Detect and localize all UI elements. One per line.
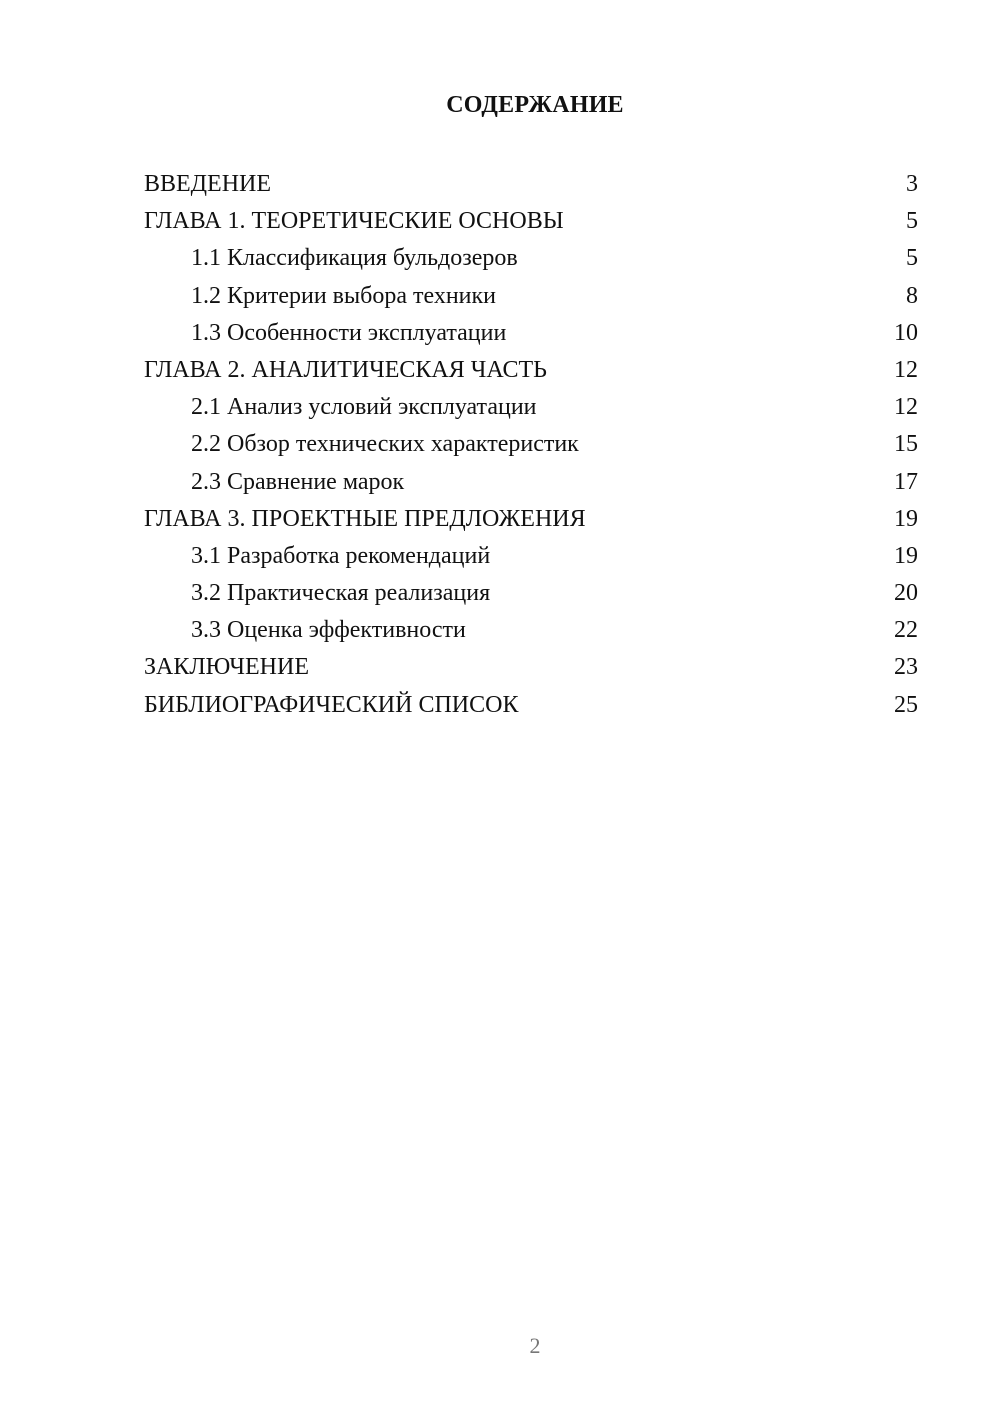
toc-entry-page: 19	[894, 505, 918, 532]
toc-entry-chapter-1[interactable]	[144, 203, 918, 240]
toc-entry-page: 23	[894, 654, 918, 681]
toc-entry-page: 5	[906, 208, 918, 235]
toc-entry-label: ВВЕДЕНИЕ	[144, 171, 272, 197]
toc-entry-section-1-1[interactable]	[144, 240, 918, 277]
toc-entry-label: 3.3 Оценка эффективности	[191, 617, 466, 644]
toc-entry-page: 12	[894, 394, 918, 421]
toc-entry-label: ГЛАВА 1. ТЕОРЕТИЧЕСКИЕ ОСНОВЫ	[144, 208, 564, 235]
toc-entry-label: 2.2 Обзор технических характеристик	[191, 431, 579, 458]
toc-entry-page: 10	[894, 319, 918, 346]
toc-entry-label: 3.1 Разработка рекомендаций	[191, 542, 491, 569]
toc-entry-label: 1.3 Особенности эксплуатации	[191, 319, 507, 346]
toc-entry-label: 2.3 Сравнение марок	[191, 468, 405, 495]
toc-entry-section-3-2[interactable]	[144, 575, 918, 612]
toc-entry-page: 17	[894, 468, 918, 495]
toc-entry-label: ГЛАВА 2. АНАЛИТИЧЕСКАЯ ЧАСТЬ	[144, 356, 547, 383]
toc-entry-section-2-2[interactable]	[144, 426, 918, 463]
toc-entry-page: 3	[906, 171, 918, 197]
toc-entry-chapter-2[interactable]	[144, 352, 918, 389]
toc-entry-page: 22	[894, 617, 918, 644]
toc-entry-page: 15	[894, 431, 918, 458]
toc-entry-section-1-3[interactable]	[144, 315, 918, 352]
toc-entry-label: БИБЛИОГРАФИЧЕСКИЙ СПИСОК	[144, 691, 519, 718]
toc-entry-page: 12	[894, 356, 918, 383]
toc-entry-page: 20	[894, 580, 918, 607]
toc-entry-label: 1.1 Классификация бульдозеров	[191, 245, 518, 272]
table-of-contents	[144, 166, 918, 724]
toc-entry-bibliography[interactable]	[144, 687, 918, 724]
toc-entry-section-3-1[interactable]	[144, 538, 918, 575]
toc-entry-section-3-3[interactable]	[144, 612, 918, 649]
toc-entry-label: ГЛАВА 3. ПРОЕКТНЫЕ ПРЕДЛОЖЕНИЯ	[144, 505, 586, 532]
toc-entry-page: 19	[894, 542, 918, 569]
toc-entry-page: 25	[894, 691, 918, 718]
toc-entry-section-1-2[interactable]	[144, 278, 918, 315]
toc-entry-chapter-3[interactable]	[144, 501, 918, 538]
toc-entry-section-2-1[interactable]	[144, 389, 918, 426]
toc-entry-page: 5	[906, 245, 918, 272]
toc-entry-conclusion[interactable]	[144, 649, 918, 686]
page-number: 2	[529, 1333, 541, 1358]
toc-entry-label: ЗАКЛЮЧЕНИЕ	[144, 654, 309, 681]
toc-entry-label: 3.2 Практическая реализация	[191, 580, 491, 607]
toc-entry-label: 2.1 Анализ условий эксплуатации	[191, 394, 537, 421]
toc-entry-page: 8	[906, 282, 918, 309]
toc-entry-section-2-3[interactable]	[144, 464, 918, 501]
toc-entry-introduction[interactable]	[144, 166, 918, 203]
toc-entry-label: 1.2 Критерии выбора техники	[191, 282, 497, 309]
page-title: СОДЕРЖАНИЕ	[446, 92, 624, 118]
